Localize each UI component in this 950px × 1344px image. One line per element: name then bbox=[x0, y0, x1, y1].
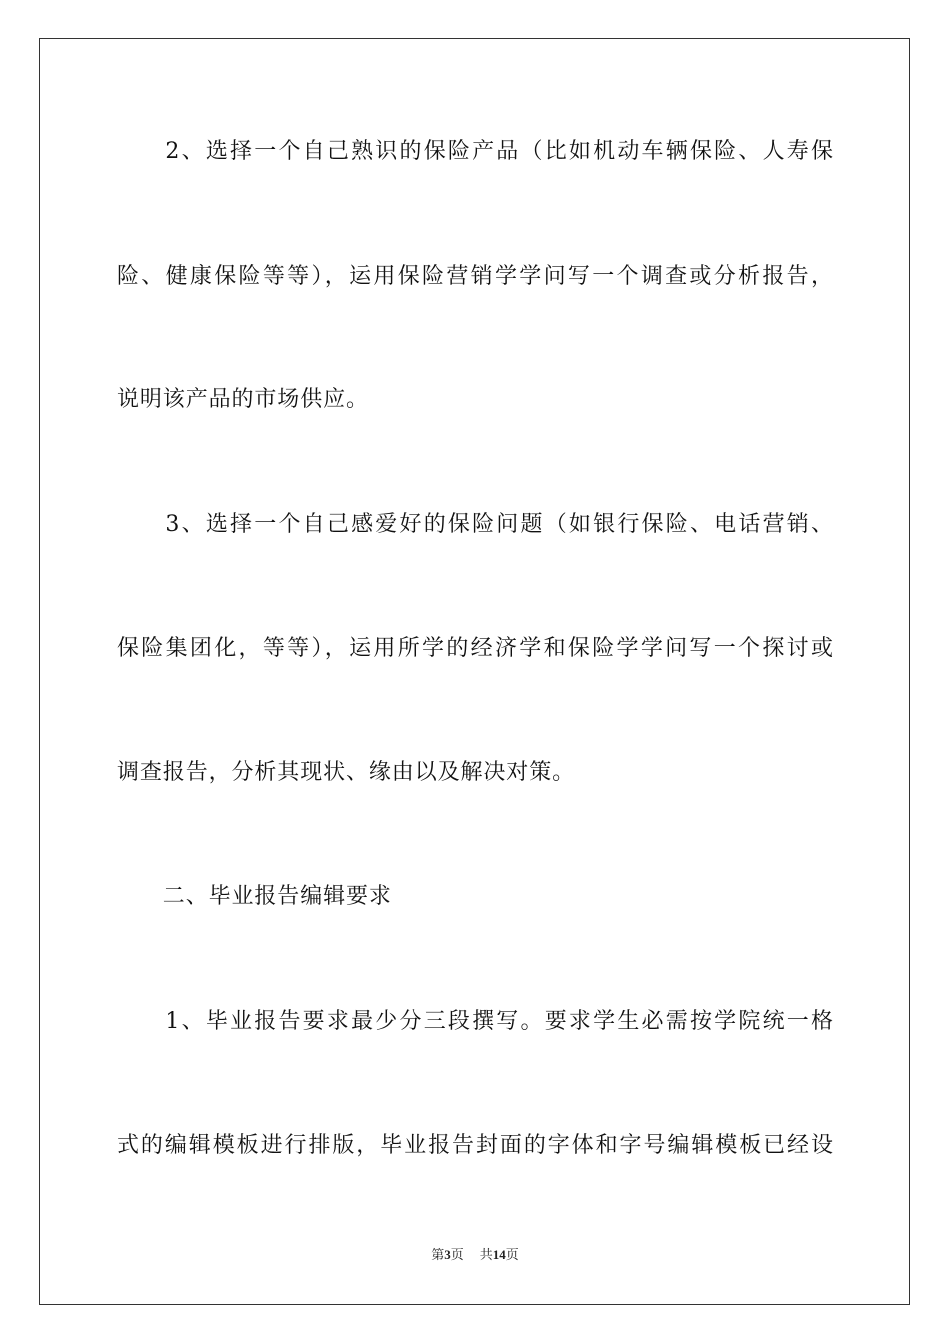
section-heading: 二、毕业报告编辑要求 bbox=[117, 884, 392, 909]
page-footer bbox=[0, 1246, 950, 1265]
paragraph-line: 1、毕业报告要求最少分三段撰写。要求学生必需按学院统一格 bbox=[117, 1009, 833, 1034]
total-pages: 14 bbox=[492, 1247, 506, 1262]
paragraph-line: 说明该产品的市场供应。 bbox=[117, 387, 369, 412]
paragraph-line: 2、选择一个自己熟识的保险产品（比如机动车辆保险、人寿保 bbox=[117, 139, 833, 164]
page-number: 3 bbox=[444, 1247, 451, 1262]
paragraph-line: 式的编辑模板进行排版，毕业报告封面的字体和字号编辑模板已经设 bbox=[117, 1133, 833, 1158]
paragraph-line: 3、选择一个自己感爱好的保险问题（如银行保险、电话营销、 bbox=[117, 512, 833, 537]
paragraph-line: 调查报告，分析其现状、缘由以及解决对策。 bbox=[117, 760, 576, 785]
paragraph-line: 险、健康保险等等），运用保险营销学学问写一个调查或分析报告， bbox=[117, 264, 833, 289]
paragraph-line: 保险集团化，等等），运用所学的经济学和保险学学问写一个探讨或 bbox=[117, 636, 833, 661]
page-suffix: 页 bbox=[450, 1248, 464, 1263]
total-suffix: 页 bbox=[505, 1248, 519, 1263]
page-border bbox=[39, 38, 910, 1305]
total-prefix: 共 bbox=[479, 1248, 493, 1263]
page-prefix: 第 bbox=[431, 1248, 445, 1263]
